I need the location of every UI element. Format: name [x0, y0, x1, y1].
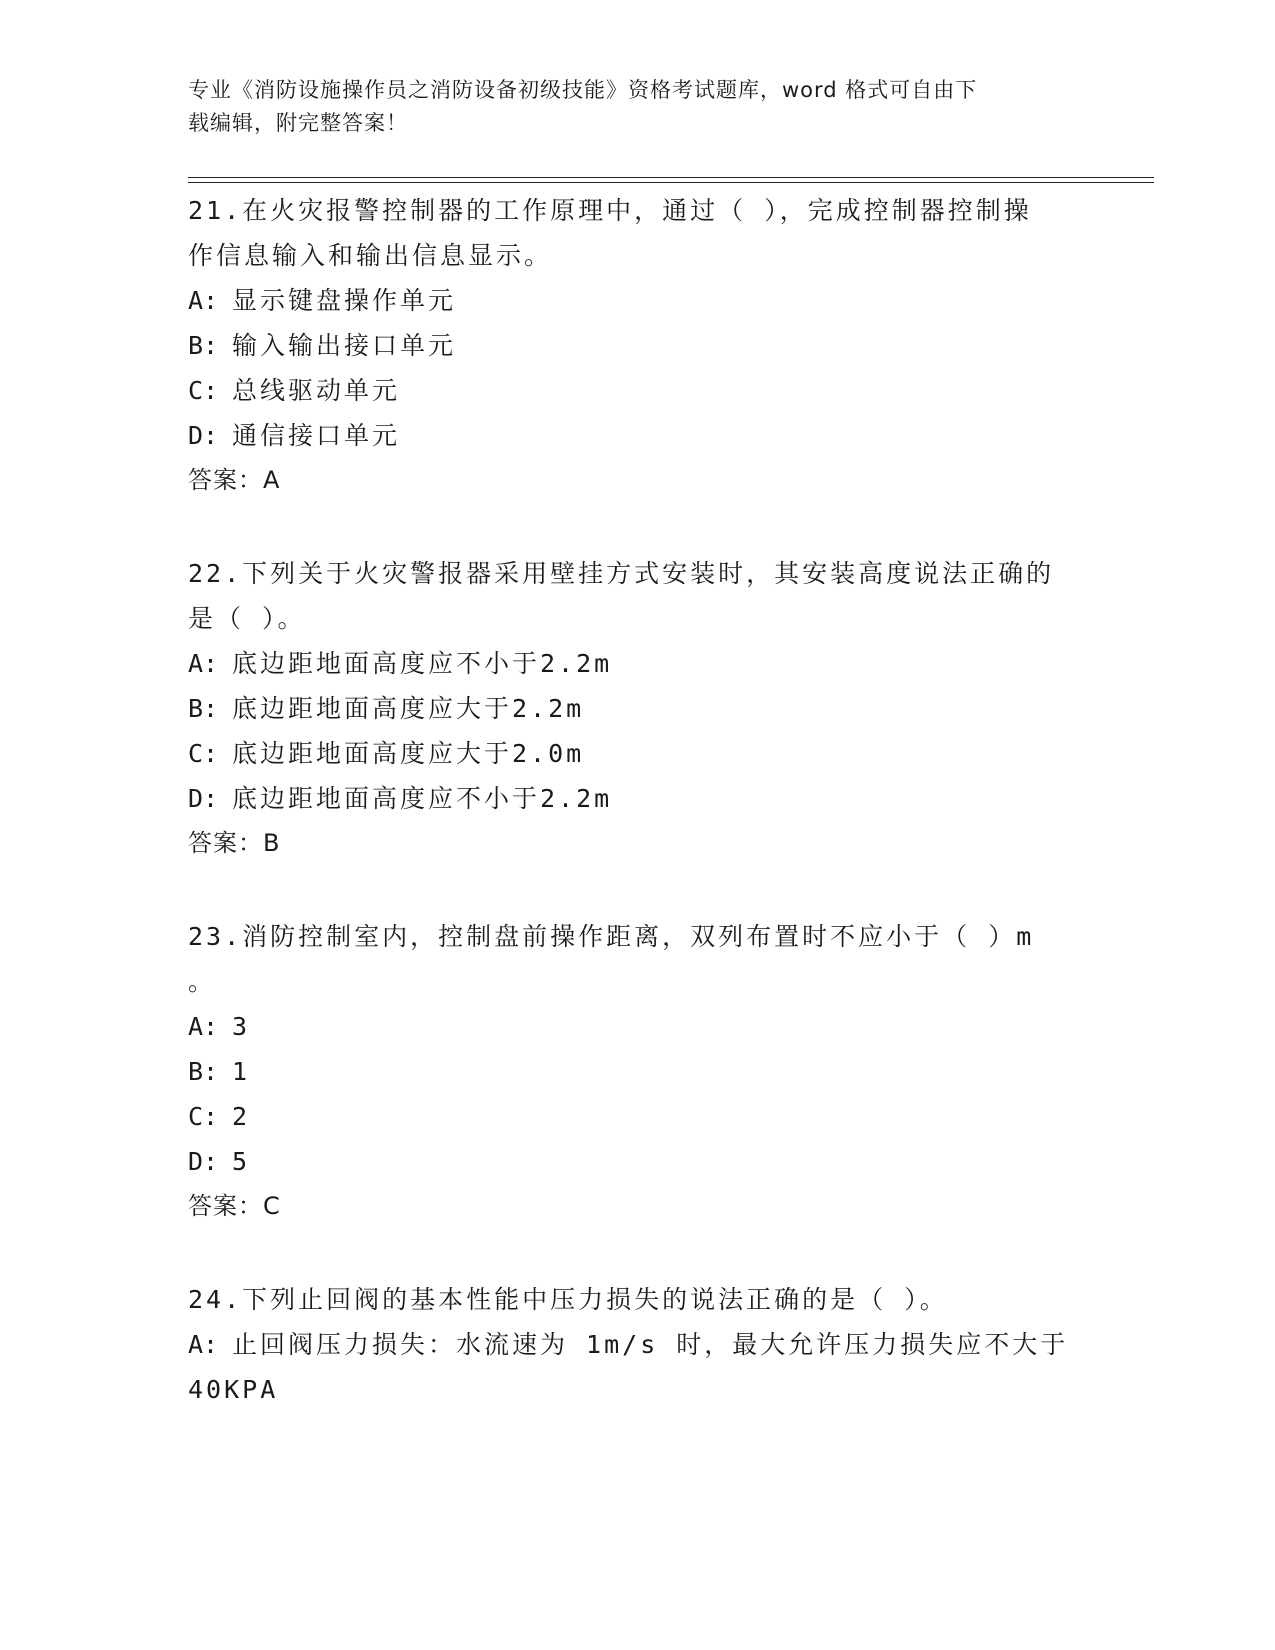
option-text: 总线驱动单元	[232, 376, 401, 405]
question-21	[188, 188, 1078, 503]
option-key: B:	[188, 331, 219, 360]
question-24	[188, 1277, 1078, 1412]
option-b	[188, 686, 1078, 731]
option-text: 输入输出接口单元	[232, 331, 457, 360]
question-stem: 21.在火灾报警控制器的工作原理中，通过（ ），完成控制器控制操	[188, 196, 1032, 225]
question-stem: 23.消防控制室内，控制盘前操作距离，双列布置时不应小于（ ）m	[188, 922, 1035, 951]
option-key: A:	[188, 1012, 219, 1041]
option-key: C:	[188, 376, 219, 405]
document-header	[188, 74, 1068, 140]
option-text: 止回阀压力损失：水流速为 1m/s 时，最大允许压力损失应不大于	[232, 1330, 1069, 1359]
question-23	[188, 914, 1078, 1229]
question-22	[188, 551, 1078, 866]
option-text: 显示键盘操作单元	[232, 286, 457, 315]
option-text: 5	[232, 1147, 251, 1176]
option-text-cont: 40KPA	[188, 1375, 279, 1404]
option-a	[188, 641, 1078, 686]
header-line-1: 专业《消防设施操作员之消防设备初级技能》资格考试题库，word 格式可自由下	[188, 78, 978, 102]
option-key: C:	[188, 739, 219, 768]
option-key: D:	[188, 784, 219, 813]
option-text: 底边距地面高度应大于2.2m	[232, 694, 585, 723]
option-text: 底边距地面高度应大于2.0m	[232, 739, 585, 768]
option-b	[188, 1049, 1078, 1094]
option-key: B:	[188, 1057, 219, 1086]
option-text: 通信接口单元	[232, 421, 401, 450]
option-key: A:	[188, 286, 219, 315]
option-b	[188, 323, 1078, 368]
header-line-2: 载编辑，附完整答案！	[188, 111, 408, 135]
option-text: 3	[232, 1012, 251, 1041]
header-divider-top	[188, 177, 1154, 178]
option-d	[188, 413, 1078, 458]
option-text: 2	[232, 1102, 251, 1131]
option-text: 底边距地面高度应不小于2.2m	[232, 649, 613, 678]
option-key: C:	[188, 1102, 219, 1131]
option-c	[188, 1094, 1078, 1139]
option-key: D:	[188, 1147, 219, 1176]
option-d	[188, 776, 1078, 821]
header-divider-bottom	[188, 182, 1154, 183]
option-c	[188, 731, 1078, 776]
option-a	[188, 1004, 1078, 1049]
answer: 答案：B	[188, 829, 281, 857]
question-stem-cont: 是（ ）。	[188, 604, 306, 633]
option-text: 底边距地面高度应不小于2.2m	[232, 784, 613, 813]
option-key: D:	[188, 421, 219, 450]
question-stem: 24.下列止回阀的基本性能中压力损失的说法正确的是（ ）。	[188, 1285, 948, 1314]
question-stem-cont: 。	[188, 967, 217, 996]
question-stem: 22.下列关于火灾警报器采用壁挂方式安装时，其安装高度说法正确的	[188, 559, 1055, 588]
question-stem-cont: 作信息输入和输出信息显示。	[188, 241, 553, 270]
option-a	[188, 278, 1078, 323]
option-key: A:	[188, 1330, 219, 1359]
option-d	[188, 1139, 1078, 1184]
option-text: 1	[232, 1057, 251, 1086]
answer: 答案：C	[188, 1192, 281, 1220]
option-key: B:	[188, 694, 219, 723]
answer: 答案：A	[188, 466, 281, 494]
option-a	[188, 1322, 1078, 1367]
option-key: A:	[188, 649, 219, 678]
option-c	[188, 368, 1078, 413]
